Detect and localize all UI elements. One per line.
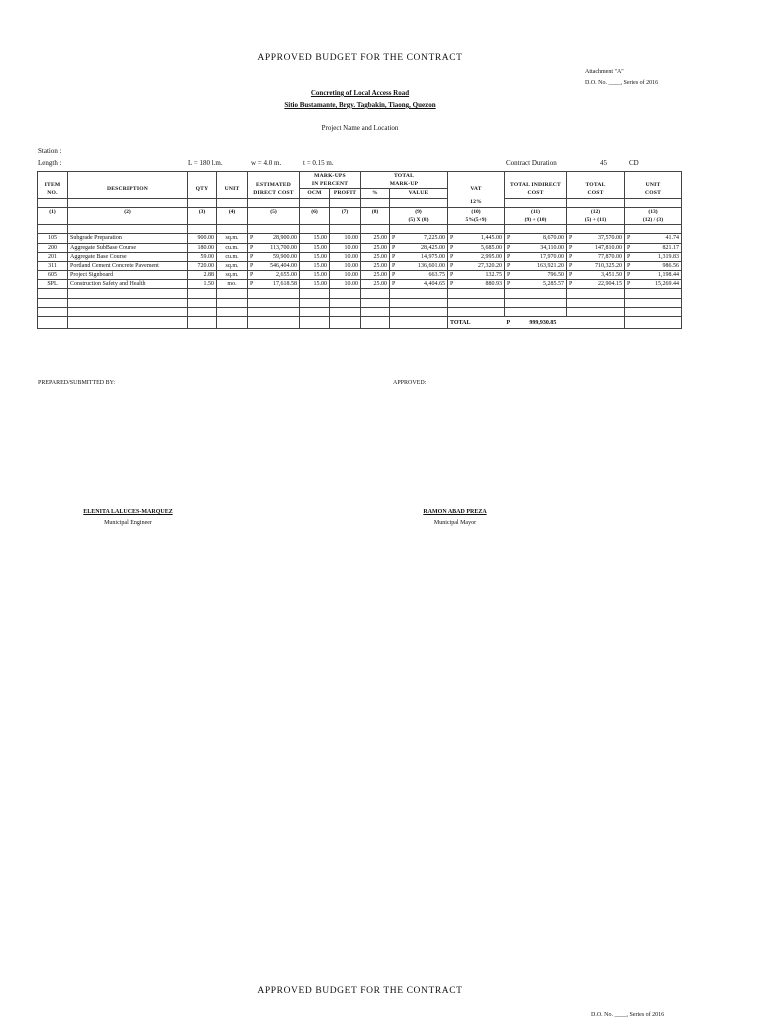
header-percent: % <box>361 189 390 198</box>
currency-symbol: P <box>507 272 511 279</box>
total-amount: 999,930.85 <box>529 319 557 326</box>
cell-vat <box>448 234 505 243</box>
col-number: (11) <box>505 207 567 216</box>
dimension-thickness: t = 0.15 m. <box>303 159 334 167</box>
document-title: APPROVED BUDGET FOR THE CONTRACT <box>257 53 463 63</box>
cell-profit: 10.00 <box>330 243 361 252</box>
amount: 22,904.15 <box>598 281 622 288</box>
currency-symbol: P <box>627 244 631 251</box>
cell-qty: 180.00 <box>188 243 217 252</box>
header-total-cost-1: TOTAL <box>567 180 625 189</box>
length-label: Length : <box>38 159 62 167</box>
cell-pct: 25.00 <box>361 261 390 270</box>
formula-10: 5%(5+9) <box>448 216 505 225</box>
col-number: (3) <box>188 207 217 216</box>
amount: 14,975.00 <box>421 253 445 260</box>
header-profit: PROFIT <box>330 189 361 198</box>
currency-symbol: P <box>569 272 573 279</box>
header-item-1: ITEM <box>38 180 68 189</box>
header-total-markup-1: TOTAL <box>361 172 448 181</box>
amount: 3,451.50 <box>601 272 622 279</box>
cell-pct: 25.00 <box>361 252 390 261</box>
cell-value <box>390 234 448 243</box>
cell-value <box>390 271 448 280</box>
contract-duration-unit: CD <box>629 159 639 167</box>
currency-symbol: P <box>507 262 511 269</box>
currency-symbol: P <box>507 253 511 260</box>
currency-symbol: P <box>569 253 573 260</box>
cell-total <box>567 271 625 280</box>
col-number: (12) <box>567 207 625 216</box>
header-estimated-2: DIRECT COST <box>248 189 300 198</box>
currency-symbol: P <box>250 281 254 288</box>
project-caption: Project Name and Location <box>321 124 399 132</box>
table-row <box>38 243 682 252</box>
cell-unitcost <box>625 280 682 289</box>
cell-unit: cu.m. <box>217 252 248 261</box>
amount: 28,425.00 <box>421 244 445 251</box>
currency-symbol: P <box>627 235 631 242</box>
cell-total <box>567 243 625 252</box>
cell-value <box>390 280 448 289</box>
cell-desc: Portland Cement Concrete Pavement <box>68 261 188 270</box>
header-item-2: NO. <box>38 189 68 198</box>
amount: 2,655.00 <box>276 272 297 279</box>
cell-desc: Project Signboard <box>68 271 188 280</box>
amount: 986.56 <box>662 262 679 269</box>
approved-label: APPROVED: <box>393 380 427 386</box>
cell-item: 311 <box>38 261 68 270</box>
cell-indirect <box>505 252 567 261</box>
mayor-position: Municipal Mayor <box>433 520 477 526</box>
header-indirect-2: COST <box>505 189 567 198</box>
currency-symbol: P <box>450 235 454 242</box>
table-body <box>38 234 682 289</box>
currency-symbol: P <box>392 235 396 242</box>
cell-edc <box>248 252 300 261</box>
header-description: DESCRIPTION <box>68 180 188 198</box>
header-markup-2: IN PERCENT <box>300 180 361 189</box>
cell-edc <box>248 280 300 289</box>
currency-symbol: P <box>250 253 254 260</box>
formula-13: (12) / (3) <box>625 216 682 225</box>
formula-9: (5) X (8) <box>390 216 448 225</box>
header-value: VALUE <box>390 189 448 198</box>
header-indirect-1: TOTAL INDIRECT <box>505 180 567 189</box>
table-row <box>38 271 682 280</box>
cell-vat <box>448 261 505 270</box>
header-vat-percent: 12% <box>448 198 505 207</box>
cell-item: 200 <box>38 243 68 252</box>
cell-desc: Aggregate SubBase Course <box>68 243 188 252</box>
total-value <box>505 317 625 329</box>
amount: 37,570.00 <box>598 235 622 242</box>
cell-qty: 59.00 <box>188 252 217 261</box>
amount: 710,325.20 <box>595 262 622 269</box>
next-page-do-number: D.O. No. ____, Series of 2016 <box>591 1012 665 1018</box>
prepared-label: PREPARED/SUBMITTED BY: <box>38 380 116 386</box>
cell-edc <box>248 234 300 243</box>
cell-unitcost <box>625 252 682 261</box>
amount: 17,618.58 <box>273 281 297 288</box>
cell-total <box>567 261 625 270</box>
cell-ocm: 15.00 <box>300 252 330 261</box>
amount: 147,810.00 <box>595 244 622 251</box>
col-number: (2) <box>68 207 188 216</box>
col-number: (8) <box>361 207 390 216</box>
do-number: D.O. No. ____, Series of 2016 <box>585 80 659 86</box>
cell-vat <box>448 252 505 261</box>
cell-value <box>390 243 448 252</box>
cell-total <box>567 280 625 289</box>
currency-symbol: P <box>392 281 396 288</box>
header-qty: QTY <box>188 180 217 198</box>
currency-symbol: P <box>569 262 573 269</box>
amount: 77,870.00 <box>598 253 622 260</box>
cell-ocm: 15.00 <box>300 271 330 280</box>
amount: 2,995.00 <box>481 253 502 260</box>
cell-unit: cu.m. <box>217 243 248 252</box>
cell-unit: mo. <box>217 280 248 289</box>
cell-pct: 25.00 <box>361 243 390 252</box>
cell-qty: 1.50 <box>188 280 217 289</box>
cell-item: 605 <box>38 271 68 280</box>
table-row <box>38 252 682 261</box>
cell-pct: 25.00 <box>361 234 390 243</box>
cell-total <box>567 234 625 243</box>
cell-total <box>567 252 625 261</box>
engineer-name: ELENITA LALUCES-MARQUEZ <box>83 509 173 515</box>
amount: 8,670.00 <box>543 235 564 242</box>
project-name: Concreting of Local Access Road <box>310 89 410 97</box>
cell-vat <box>448 271 505 280</box>
currency-symbol: P <box>450 281 454 288</box>
formula-12: (5) + (11) <box>567 216 625 225</box>
cell-ocm: 15.00 <box>300 261 330 270</box>
currency-symbol: P <box>392 253 396 260</box>
currency-symbol: P <box>627 253 631 260</box>
amount: 1,445.00 <box>481 235 502 242</box>
amount: 132.75 <box>485 272 502 279</box>
cell-desc: Subgrade Preparation <box>68 234 188 243</box>
currency-symbol: P <box>507 281 511 288</box>
table-row <box>38 234 682 243</box>
amount: 663.75 <box>428 272 445 279</box>
cell-unitcost <box>625 261 682 270</box>
total-label: TOTAL <box>448 317 505 329</box>
cell-profit: 10.00 <box>330 234 361 243</box>
currency-symbol: P <box>250 272 254 279</box>
next-page-title: APPROVED BUDGET FOR THE CONTRACT <box>257 986 463 996</box>
table-row <box>38 261 682 270</box>
contract-duration-label: Contract Duration <box>506 159 557 167</box>
cell-pct: 25.00 <box>361 280 390 289</box>
cell-unit: sq.m. <box>217 234 248 243</box>
currency-symbol: P <box>627 281 631 288</box>
total-currency: P <box>506 319 510 326</box>
cell-desc: Aggregate Base Course <box>68 252 188 261</box>
amount: 880.93 <box>485 281 502 288</box>
cell-indirect <box>505 271 567 280</box>
amount: 1,319.83 <box>658 253 679 260</box>
amount: 17,970.00 <box>540 253 564 260</box>
cell-qty: 720.00 <box>188 261 217 270</box>
currency-symbol: P <box>392 244 396 251</box>
currency-symbol: P <box>450 262 454 269</box>
cell-indirect <box>505 280 567 289</box>
cell-ocm: 15.00 <box>300 280 330 289</box>
col-number: (9) <box>390 207 448 216</box>
currency-symbol: P <box>392 262 396 269</box>
cell-qty: 2.88 <box>188 271 217 280</box>
currency-symbol: P <box>450 272 454 279</box>
amount: 1,198.44 <box>658 272 679 279</box>
header-unit: UNIT <box>217 180 248 198</box>
cell-profit: 10.00 <box>330 271 361 280</box>
currency-symbol: P <box>569 281 573 288</box>
cell-unit: sq.m. <box>217 271 248 280</box>
amount: 59,900.00 <box>273 253 297 260</box>
amount: 34,110.00 <box>540 244 564 251</box>
cell-ocm: 15.00 <box>300 243 330 252</box>
header-total-cost-2: COST <box>567 189 625 198</box>
cell-profit: 10.00 <box>330 252 361 261</box>
currency-symbol: P <box>250 235 254 242</box>
header-unit-cost-1: UNIT <box>625 180 682 189</box>
cell-indirect <box>505 261 567 270</box>
amount: 5,685.00 <box>481 244 502 251</box>
col-number: (6) <box>300 207 330 216</box>
cell-unitcost <box>625 243 682 252</box>
cell-value <box>390 261 448 270</box>
header-ocm: OCM <box>300 189 330 198</box>
cell-item: 105 <box>38 234 68 243</box>
attachment-label: Attachment "A" <box>585 69 624 75</box>
cell-unitcost <box>625 234 682 243</box>
amount: 7,225.00 <box>424 235 445 242</box>
amount: 15,269.44 <box>655 281 679 288</box>
currency-symbol: P <box>627 262 631 269</box>
dimension-length: L = 180 l.m. <box>188 159 223 167</box>
currency-symbol: P <box>392 272 396 279</box>
formula-11: (9) + (10) <box>505 216 567 225</box>
col-number: (13) <box>625 207 682 216</box>
cell-ocm: 15.00 <box>300 234 330 243</box>
amount: 796.50 <box>547 272 564 279</box>
currency-symbol: P <box>627 272 631 279</box>
currency-symbol: P <box>507 244 511 251</box>
header-unit-cost-2: COST <box>625 189 682 198</box>
cell-profit: 10.00 <box>330 280 361 289</box>
currency-symbol: P <box>507 235 511 242</box>
amount: 821.17 <box>662 244 679 251</box>
amount: 27,320.20 <box>478 262 502 269</box>
currency-symbol: P <box>250 244 254 251</box>
amount: 546,404.00 <box>270 262 297 269</box>
currency-symbol: P <box>450 253 454 260</box>
header-total-markup-2: MARK-UP <box>361 180 448 189</box>
table-footer <box>38 289 682 329</box>
currency-symbol: P <box>569 244 573 251</box>
amount: 163,921.20 <box>537 262 564 269</box>
header-markup-1: MARK-UPS <box>300 172 361 181</box>
cell-edc <box>248 243 300 252</box>
col-number: (5) <box>248 207 300 216</box>
engineer-position: Municipal Engineer <box>104 520 152 526</box>
amount: 4,404.65 <box>424 281 445 288</box>
cell-unitcost <box>625 271 682 280</box>
table-header <box>38 172 682 234</box>
cell-vat <box>448 243 505 252</box>
amount: 41.74 <box>665 235 679 242</box>
header-estimated-1: ESTIMATED <box>248 180 300 189</box>
col-number: (7) <box>330 207 361 216</box>
currency-symbol: P <box>569 235 573 242</box>
cell-item: SPL <box>38 280 68 289</box>
cell-item: 201 <box>38 252 68 261</box>
cell-vat <box>448 280 505 289</box>
station-label: Station : <box>38 147 62 155</box>
amount: 113,700.00 <box>270 244 297 251</box>
amount: 5,285.57 <box>543 281 564 288</box>
cell-unit: sq.m. <box>217 261 248 270</box>
cell-desc: Construction Safety and Health <box>68 280 188 289</box>
dimension-width: w = 4.0 m. <box>251 159 282 167</box>
mayor-name: RAMON ABAD PREZA <box>423 509 487 515</box>
amount: 136,601.00 <box>418 262 445 269</box>
amount: 28,900.00 <box>273 235 297 242</box>
header-vat: VAT <box>448 180 505 198</box>
col-number: (1) <box>38 207 68 216</box>
cell-edc <box>248 261 300 270</box>
table-row <box>38 280 682 289</box>
cell-edc <box>248 271 300 280</box>
budget-table <box>37 171 682 329</box>
cell-profit: 10.00 <box>330 261 361 270</box>
currency-symbol: P <box>450 244 454 251</box>
col-number: (10) <box>448 207 505 216</box>
contract-duration-value: 45 <box>600 159 607 167</box>
col-number: (4) <box>217 207 248 216</box>
cell-indirect <box>505 243 567 252</box>
cell-qty: 900.00 <box>188 234 217 243</box>
cell-indirect <box>505 234 567 243</box>
cell-value <box>390 252 448 261</box>
cell-pct: 25.00 <box>361 271 390 280</box>
project-location: Sitio Bustamante, Brgy. Tagbakin, Tiaong, Quezon <box>284 101 436 109</box>
currency-symbol: P <box>250 262 254 269</box>
